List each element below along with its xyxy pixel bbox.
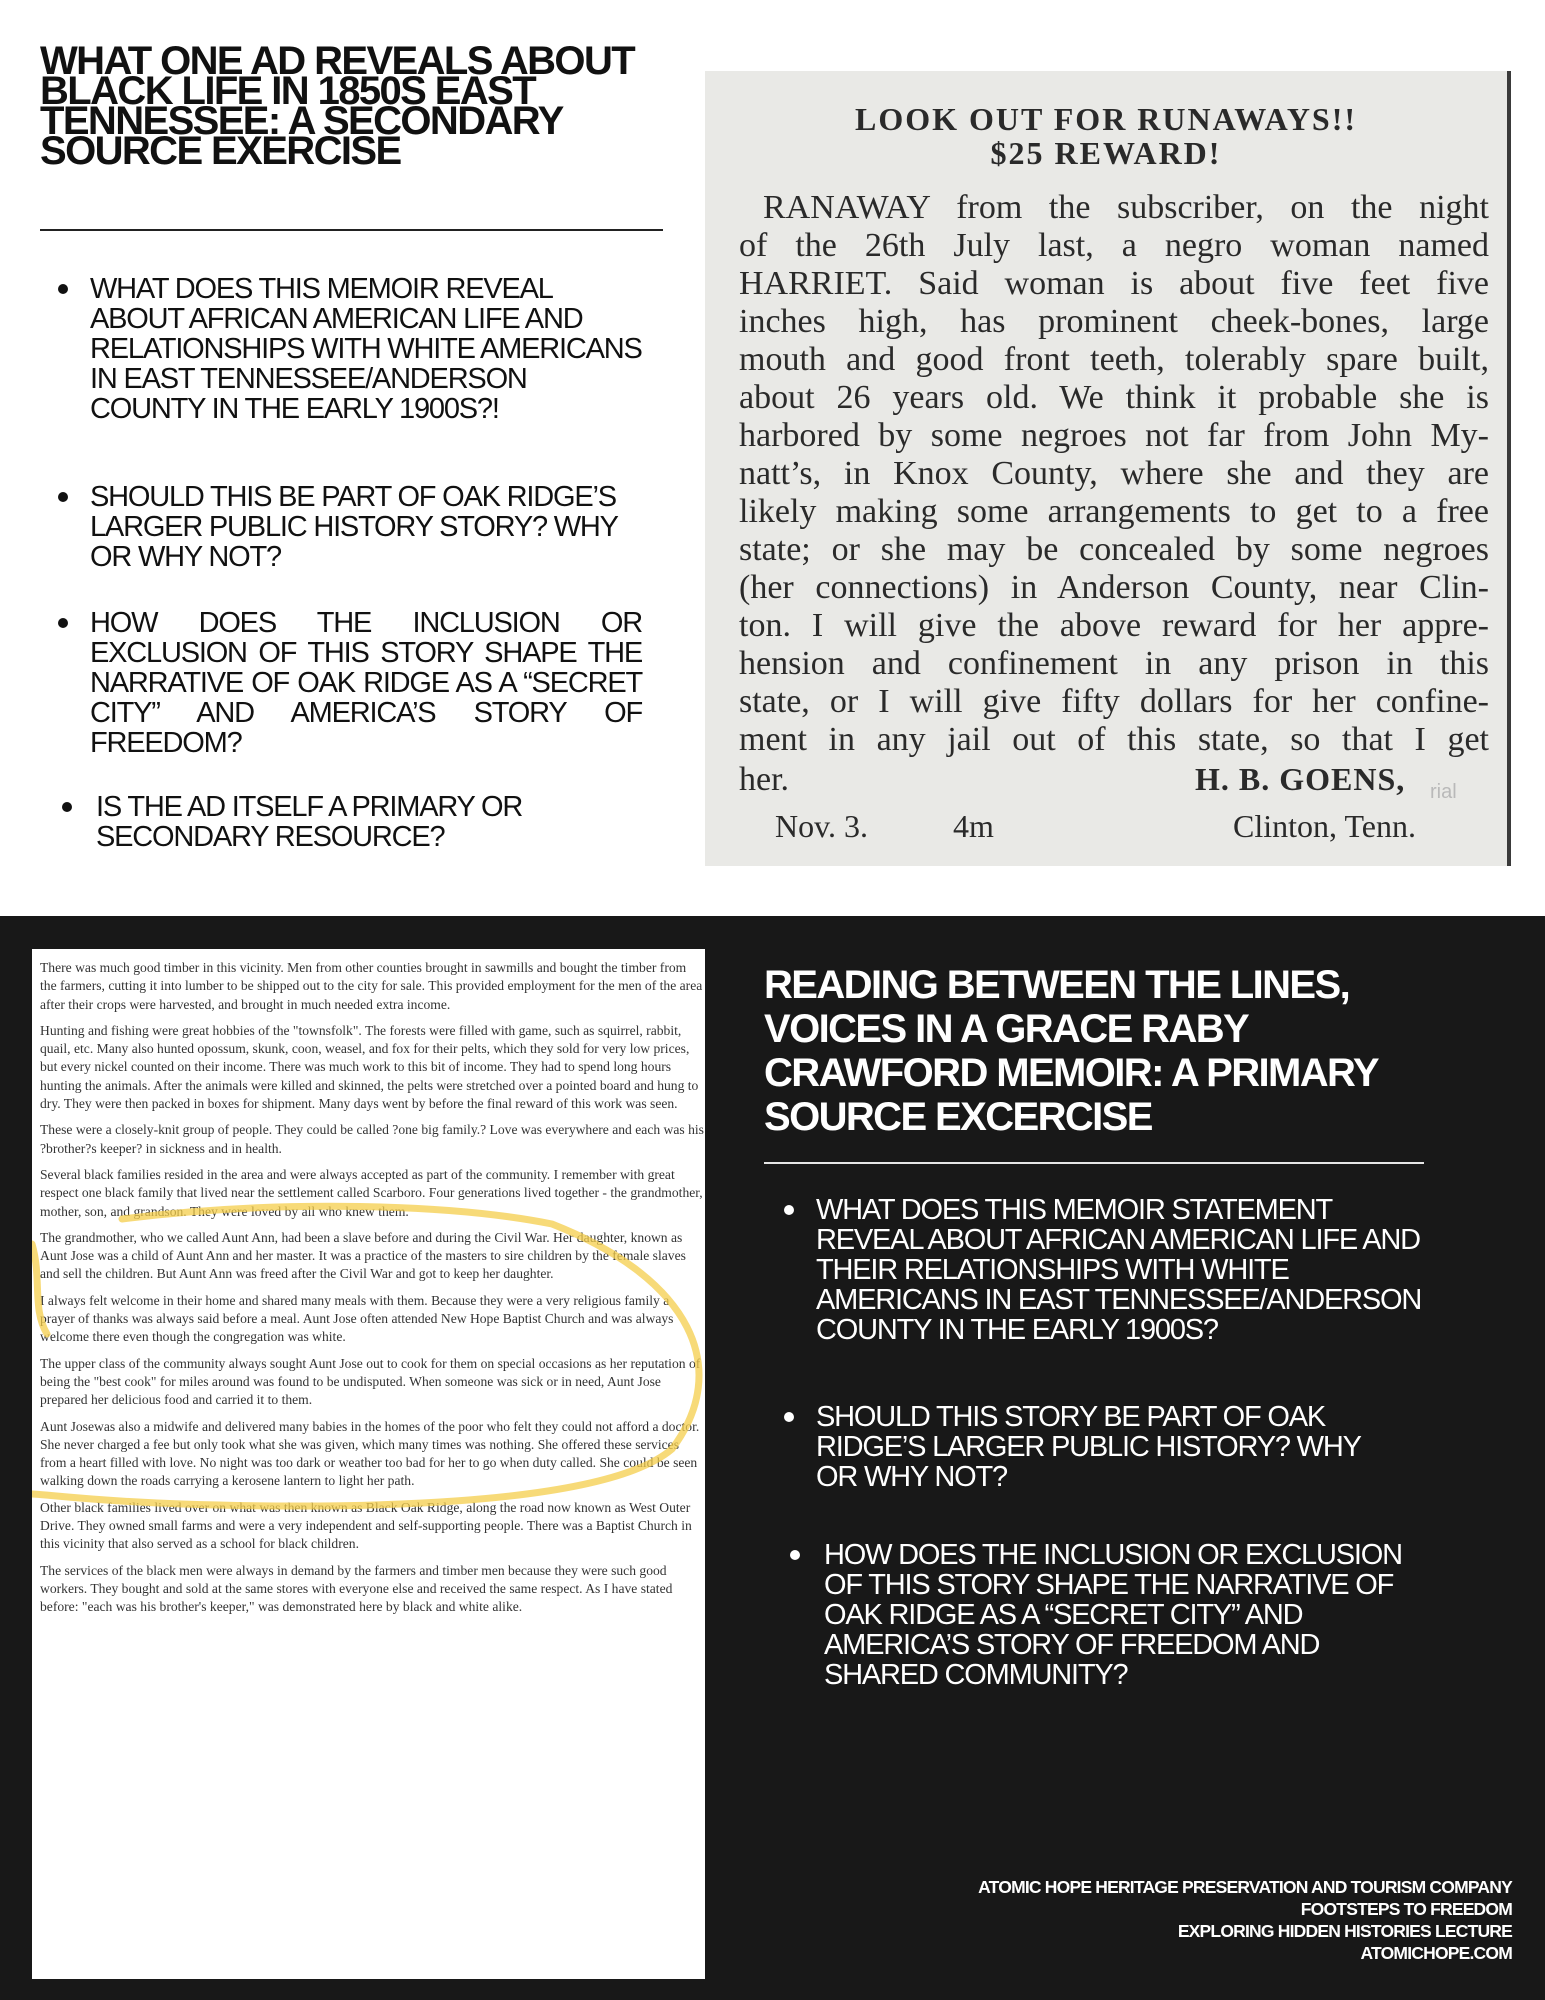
memoir-paragraph: Several black families resided in the area and were always accepted as part of the community. I remember with great respect one black family that lived near the settlement called Scarboro. Four generations lived together - the grandmother, mother, son, and grandson. They were loved by all who knew them. <box>40 1166 703 1219</box>
ad-headline: LOOK OUT FOR RUNAWAYS!! <box>854 101 1358 137</box>
credits-block <box>812 1876 1512 1964</box>
ad-line: inches high, has prominent cheek-bones, large <box>739 303 1489 340</box>
ad-line: about 26 years old. We think it probable she is <box>739 379 1489 416</box>
question-text: SHOULD THIS BE PART OF OAK RIDGE’S LARGER PUBLIC HISTORY STORY? WHY OR WHY NOT? <box>90 481 618 573</box>
credit-website[interactable]: ATOMICHOPE.COM <box>1360 1943 1512 1963</box>
top-divider <box>40 229 663 231</box>
ad-line: state; or she may be concealed by some negroes <box>739 531 1489 568</box>
bottom-title: READING BETWEEN THE LINES, VOICES IN A GRACE RABY CRAWFORD MEMOIR: A PRIMARY SOURCE EXCERCISE <box>764 963 1378 1139</box>
bottom-divider <box>764 1162 1424 1164</box>
ad-line: hension and confinement in any prison in this <box>739 645 1489 682</box>
question-text: SHOULD THIS STORY BE PART OF OAK RIDGE’S LARGER PUBLIC HISTORY? WHY OR WHY NOT? <box>816 1401 1361 1493</box>
question-text: WHAT DOES THIS MEMOIR STATEMENT REVEAL ABOUT AFRICAN AMERICAN LIFE AND THEIR RELATIONSHIPS WITH WHITE AMERICANS IN EAST TENNESSEE/ANDERSON COUNTY IN THE EARLY 1900S? <box>816 1194 1422 1346</box>
bottom-question-3 <box>768 1540 1428 1690</box>
memoir-paragraph: The services of the black men were always in demand by the farmers and timber men because they were such good workers. They bought and sold at the same stores with everyone else and received the same respect. As I have stated before: "each was his brother's keeper," was demonstrated here by black and white alike. <box>40 1562 673 1615</box>
runaway-advertisement <box>705 71 1511 866</box>
ad-line: ment in any jail out of this state, so that I get <box>739 721 1489 758</box>
ad-line: mouth and good front teeth, tolerably spare built, <box>739 341 1489 378</box>
ad-term: 4m <box>953 808 994 844</box>
memoir-text <box>40 959 705 1625</box>
ad-signature: H. B. GOENS, <box>1195 761 1406 797</box>
top-question-4 <box>42 792 582 852</box>
ad-last-word: her. <box>739 761 790 798</box>
ad-line: of the 26th July last, a negro woman named <box>739 227 1489 264</box>
memoir-excerpt <box>32 949 705 1979</box>
question-text: HOW DOES THE INCLUSION OR EXCLUSION OF THIS STORY SHAPE THE NARRATIVE OF OAK RIDGE AS A “SECRET CITY” AND AMERICA’S STORY OF FREEDOM AND SHARED COMMUNITY? <box>824 1539 1402 1691</box>
memoir-paragraph: I always felt welcome in their home and shared many meals with them. Because they were a very religious family a prayer of thanks was always said before a meal. Aunt Jose often attended New Hope Baptist Church and was always welcome there even though the congregation was white. <box>40 1292 674 1345</box>
ad-line: (her connections) in Anderson County, near Clin- <box>739 569 1489 606</box>
memoir-paragraph: There was much good timber in this vicinity. Men from other counties brought in sawmills and bought the timber from the farmers, cutting it into lumber to be shipped out to the city for sale. This provided employment for the men of the area after their crops were harvested, and brought in much needed extra income. <box>40 960 703 1012</box>
ad-date: Nov. 3. <box>775 808 869 844</box>
ad-line: harbored by some negroes not far from John My- <box>739 417 1489 454</box>
question-text: WHAT DOES THIS MEMOIR REVEAL ABOUT AFRICAN AMERICAN LIFE AND RELATIONSHIPS WITH WHITE AMERICANS IN EAST TENNESSEE/ANDERSON COUNTY IN THE EARLY 1900S?! <box>90 273 642 425</box>
ad-place: Clinton, Tenn. <box>1233 808 1416 844</box>
bullet-icon <box>784 1205 794 1215</box>
top-question-2 <box>42 482 642 572</box>
ad-line: state, or I will give fifty dollars for her confine- <box>739 683 1489 720</box>
ad-watermark: rial <box>1430 781 1457 803</box>
ad-line: ton. I will give the above reward for her appre- <box>739 607 1489 644</box>
credit-program: FOOTSTEPS TO FREEDOM <box>1300 1899 1512 1919</box>
ad-line: HARRIET. Said woman is about five feet five <box>739 265 1489 302</box>
top-section <box>0 0 1545 916</box>
question-text: IS THE AD ITSELF A PRIMARY OR SECONDARY RESOURCE? <box>96 791 523 853</box>
bottom-question-2 <box>768 1402 1388 1492</box>
bullet-icon <box>58 618 68 628</box>
bullet-icon <box>58 284 68 294</box>
bullet-icon <box>62 802 72 812</box>
bottom-section <box>0 916 1545 2000</box>
bullet-icon <box>58 492 68 502</box>
credit-company: ATOMIC HOPE HERITAGE PRESERVATION AND TOURISM COMPANY <box>978 1877 1512 1897</box>
memoir-paragraph: Other black families lived over on what was then known as Black Oak Ridge, along the road now known as West Outer Drive. They owned small farms and were a very independent and self-supporting people. There was a Baptist Church in this vicinity that also served as a school for black children. <box>40 1499 692 1552</box>
top-question-1 <box>42 274 642 424</box>
memoir-paragraph: These were a closely-knit group of people. They could be called ?one big family.? Love was everywhere and each was his ?brother?s keeper? in sickness and in health. <box>40 1122 704 1156</box>
memoir-paragraph: Aunt Josewas also a midwife and delivered many babies in the homes of the poor who felt they could not afford a doctor. She never charged a fee but only took what she was given, which many times was nothing. She offered these services from a heart filled with love. No night was too dark or weather too bad for her to go when duty called. She could be seen walking down the roads carrying a kerosene lantern to light her path. <box>40 1418 700 1489</box>
ad-line: natt’s, in Knox County, where she and they are <box>739 455 1489 492</box>
memoir-paragraph: The grandmother, who we called Aunt Ann, had been a slave before and during the Civil War. Her daughter, known as Aunt Jose was a child of Aunt Ann and her master. It was a practice of the masters to sire children by the female slaves and sell the children. But Aunt Ann was freed after the Civil War and got to keep her daughter. <box>40 1229 686 1282</box>
bullet-icon <box>790 1550 800 1560</box>
credit-lecture: EXPLORING HIDDEN HISTORIES LECTURE <box>1177 1921 1512 1941</box>
memoir-paragraph: The upper class of the community always sought Aunt Jose out to cook for them on special occasions as her reputation of being the "best cook" for miles around was found to be undisputed. When someone was sick or in need, Aunt Jose prepared her delicious food and carried it to them. <box>40 1355 701 1408</box>
ad-reward: $25 REWARD! <box>990 135 1222 171</box>
question-text: HOW DOES THE INCLUSION OR EXCLUSION OF THIS STORY SHAPE THE NARRATIVE OF OAK RIDGE AS A “SECRET CITY” AND AMERICA’S STORY OF FREEDOM? <box>90 607 642 759</box>
top-title: WHAT ONE AD REVEALS ABOUT BLACK LIFE IN 1850S EAST TENNESSEE: A SECONDARY SOURCE EXERCISE <box>40 39 635 173</box>
top-question-3 <box>42 608 642 758</box>
bottom-question-1 <box>768 1195 1428 1345</box>
ad-line: RANAWAY from the subscriber, on the night <box>763 189 1489 226</box>
memoir-paragraph: Hunting and fishing were great hobbies of the "townsfolk". The forests were filled with game, such as squirrel, rabbit, quail, etc. Many also hunted opossum, skunk, coon, weasel, and fox for their pelts, which they sold for very low prices, but every nickel counted on their income. There was much work to this bit of income. They had to spend long hours hunting the animals. After the animals were killed and skinned, the pelts were stretched over a pointed board and hung to dry. They were then packed in boxes for shipment. Many days went by before the final reward of this work was seen. <box>40 1022 699 1112</box>
ad-line: likely making some arrangements to get to a free <box>739 493 1489 530</box>
bullet-icon <box>784 1412 794 1422</box>
